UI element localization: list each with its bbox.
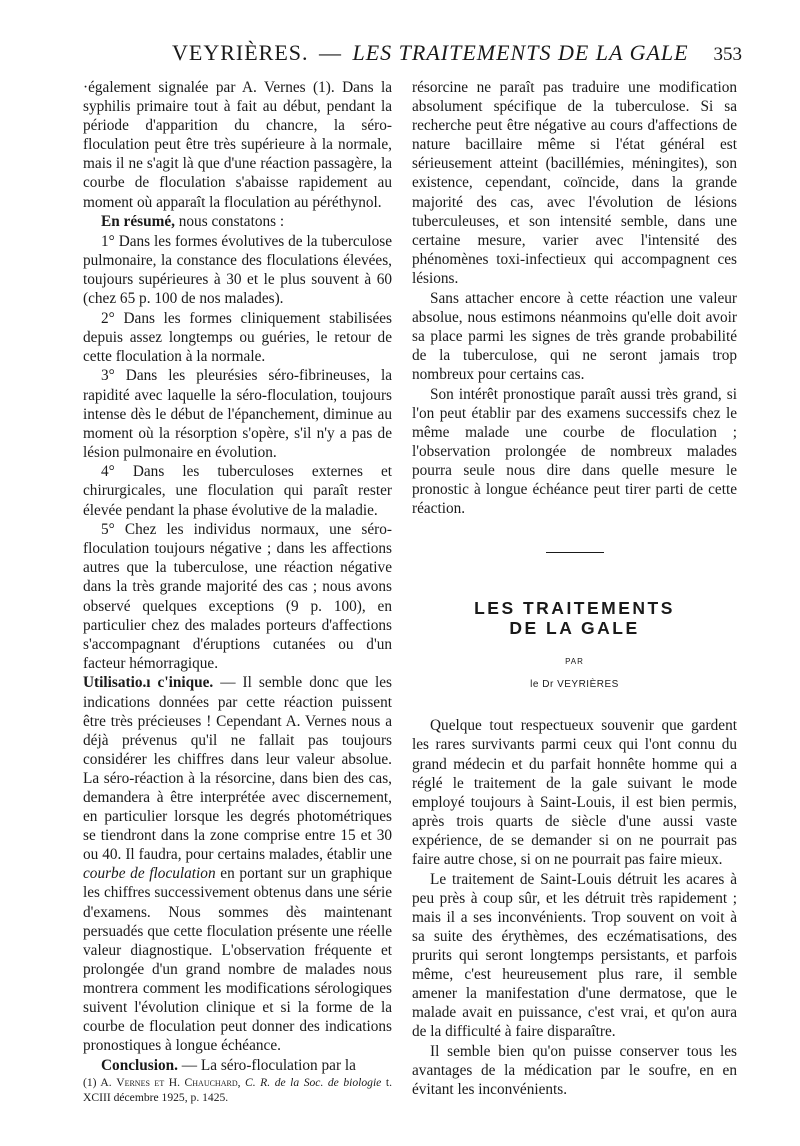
article-title-line-1: LES TRAITEMENTS [474, 598, 675, 619]
paragraph-resume [83, 212, 392, 231]
utilisation-heading: Utilisatio.ı c'inique. [83, 674, 214, 692]
paragraph-utilisation [83, 673, 392, 1055]
section-divider [546, 552, 604, 553]
list-item-1: 1° Dans les formes évolutives de la tuberculose pulmonaire, la constance des floculations élevées, toujours supérieures à 30 et le plus souvent à 60 (chez 65 p. 100 de nos malades). [83, 232, 392, 308]
paragraph-soufre: Il semble bien qu'on puisse conserver tous les avantages de la médication par le soufre, en en évitant les inconvénients. [412, 1042, 737, 1099]
footnote [83, 1075, 392, 1105]
conclusion-text: — La séro-floculation par la [177, 1056, 356, 1074]
right-column [412, 78, 737, 1099]
byline: le Dr VEYRIÈRES [530, 679, 619, 691]
running-title [172, 40, 689, 66]
footnote-c: t. XCIII décembre 1925, p. 1425. [83, 1076, 392, 1105]
page-number: 353 [713, 44, 742, 65]
header-article-title: LES TRAITEMENTS DE LA GALE [352, 40, 689, 65]
by-label: PAR [565, 657, 584, 667]
utilisation-text-a: — Il semble donc que les indications données par cette réaction puissent être très précieuses ! Cependant A. Vernes nous a déjà prévenus qu'il ne fallait pas toujours considérer les chiffres dans leur valeur absolue. La séro-réaction à la résorcine, dans bien des cas, demandera à être interprétée avec discernement, en particulier lorsque les degrés photométriques se tiendront dans la zone comprise entre 15 et 30 ou 40. Il faudra, pour certains malades, établir une [83, 674, 392, 864]
left-column [83, 78, 392, 1105]
resume-heading: En résumé, [101, 213, 175, 231]
paragraph-syphilis: ·également signalée par A. Vernes (1). Dans la syphilis primaire tout à fait au début, pendant la période d'apparition du chancre, la séro-floculation peut être très supérieure à la normale, mais il ne s'agit là que d'une réaction passagère, la courbe de floculation s'abaisse rapidement au moment où apparaît la floculation au péréthynol. [83, 79, 392, 211]
paragraph-valeur: Sans attacher encore à cette réaction une valeur absolue, nous estimons néanmoins qu'elle doit avoir sa place parmi les signes de très grande probabilité de la tuberculose, qui ne seront jamais trop nombreux pour certains cas. [412, 289, 737, 383]
footnote-a: (1) A. [83, 1076, 117, 1090]
header-author: VEYRIÈRES. [172, 40, 309, 65]
list-item-2: 2° Dans les formes cliniquement stabilisées depuis assez longtemps ou guéries, le retour de cette floculation à la normale. [83, 309, 392, 365]
list-item-4: 4° Dans les tuberculoses externes et chirurgicales, une floculation qui paraît rester élevée pendant la phase évolutive de la maladie. [83, 463, 392, 519]
utilisation-text-b: en portant sur un graphique les chiffres successivement obtenus dans une série d'examens. Nous sommes dès maintenant persuadés que cette floculation présente une réelle valeur diagnostique. L'observation fréquente et prolongée d'un grand nombre de malades nous montrera comment les modifications sérologiques suivent l'évolution clinique et si la forme de la courbe de floculation peut donner des indications pronostiques à longue échéance. [83, 865, 392, 1055]
footnote-journal: C. R. de la Soc. de biologie [245, 1076, 382, 1090]
list-item-3: 3° Dans les pleurésies séro-fibrineuses, la rapidité avec laquelle la séro-floculation, toujours intense dès le début de l'épanchement, diminue au moment où la résorption s'opère, s'il n'y a pas de lésion pulmonaire en évolution. [83, 367, 392, 461]
article-title [412, 598, 737, 638]
paragraph-resorcine: résorcine ne paraît pas traduire une modification absolument spécifique de la tuberculose. Si sa recherche peut être négative au cours d'affections de nature bacillaire même si l'état général est sérieusement atteint (bacillémies, méningites), son existence, cependant, coïncide, dans la grande majorité des cas, avec l'évolution de lésions tuberculeuses, et son intensité semble, dans une certaine mesure, varier avec l'intensité des phénomènes toxi-infectieux qui accompagnent ces lésions. [412, 79, 737, 287]
paragraph-conclusion [83, 1056, 392, 1075]
header-dash: — [319, 40, 342, 65]
running-header [72, 40, 744, 70]
footnote-authors: Vernes et H. Chauchard, [116, 1076, 241, 1090]
paragraph-saint-louis: Le traitement de Saint-Louis détruit les acares à peu près à coup sûr, et les détruit très rapidement ; mais il a ses inconvénients. Trop souvent on voit à sa suite des érythèmes, des eczématisations, des prurits qui seront longtemps persistants, et parfois même, c'est heureusement plus rare, il semble amener la manifestation d'une dermatose, que le malade avait en puissance, c'est vrai, et qu'on aura de la difficulté à faire disparaître. [412, 870, 737, 1041]
list-item-5: 5° Chez les individus normaux, une séro-floculation toujours négative ; dans les affections autres que la tuberculose, une réaction négative dans la très grande majorité des cas ; nous avons observé quelques exceptions (9 p. 100), en particulier chez des malades porteurs d'affections s'accompagnant d'éruptions cutanées ou d'un facteur hémorragique. [83, 521, 392, 672]
paragraph-intro: Quelque tout respectueux souvenir que gardent les rares survivants parmi ceux qui l'ont connu du grand médecin et du parfait honnête homme qui a réglé le traitement de la gale suivant le mode employé toujours à Saint-Louis, il est bien permis, après trois quarts de siècle d'une aussi vaste expérience, de se demander si on ne pourrait pas faire autre chose, si on ne pourrait pas faire mieux. [412, 717, 737, 868]
conclusion-heading: Conclusion. [101, 1056, 178, 1074]
utilisation-italic: courbe de floculation [83, 865, 216, 883]
resume-text: nous constatons : [174, 213, 285, 231]
paragraph-pronostic: Son intérêt pronostique paraît aussi très grand, si l'on peut établir par des examens successifs chez le même malade une courbe de floculation ; l'observation prolongée de nombreux malades pourra seule nous dire dans quelle mesure le pronostic à longue échéance peut tirer parti de cette réaction. [412, 385, 737, 518]
article-title-line-2: DE LA GALE [509, 618, 640, 639]
